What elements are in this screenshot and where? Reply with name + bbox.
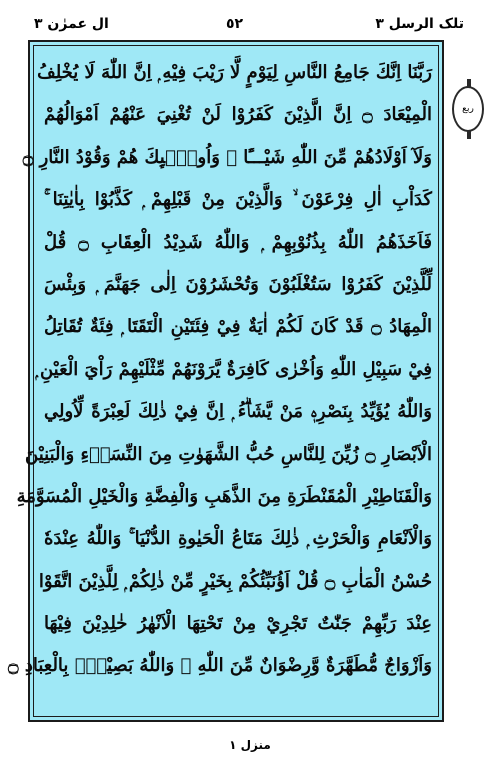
text-line-12: وَالْاَنْعَامِ وَالْحَرْثِ ۭ ذٰلِكَ مَتَاعُ الْحَيٰوةِ الدُّنْيَا ۚ وَاللّٰهُ عِنْدَهٗ [44,528,432,550]
text-line-2: الْمِيْعَادَ ۝ اِنَّ الَّذِيْنَ كَفَرُوْا لَنْ تُغْنِيَ عَنْھُمْ اَمْوَالُھُمْ [44,104,432,126]
page-number: ٥٢ [226,16,244,32]
text-line-3: وَلَآ اَوْلَادُھُمْ مِّنَ اللّٰهِ شَيْـــًٔا ۭ وَاُولٰۗىِٕكَ ھُمْ وَقُوْدُ النَّارِ ۝ [22,146,432,168]
surah-name: ال عمرٰن ٣ [34,16,109,32]
manzil-footer: منزل ۱ [229,738,271,752]
text-line-15: وَاَزْوَاجٌ مُّطَهَّرَةٌ وَّرِضْوَانٌ مِّنَ اللّٰهِ ۭ وَاللّٰهُ بَصِيْرٌۢ بِالْعِبَادِ ۝ [8,655,432,677]
text-line-1: رَبَّنَا اِنَّكَ جَامِعُ النَّاسِ لِيَوْمٍ لَّا رَيْبَ فِيْهِ ۭ اِنَّ اللّٰهَ لَا يُخْلِفُ [37,62,432,83]
text-lines [8,52,432,688]
text-line-6: لِّلَّذِيْنَ كَفَرُوْا سَتُغْلَبُوْنَ وَتُحْشَرُوْنَ اِلٰى جَهَنَّمَ ۭ وَبِئْسَ [44,273,432,295]
text-line-14: عِنْدَ رَبِّهِمْ جَنّٰتٌ تَجْرِيْ مِنْ تَحْتِهَا الْاَنْهٰرُ خٰلِدِيْنَ فِيْهَا [44,613,432,635]
page-header [0,0,500,40]
text-line-13: حُسْنُ الْمَاٰبِ ۝ قُلْ اَؤُنَبِّئُكُمْ بِخَيْرٍ مِّنْ ذٰلِكُمْ ۭ لِلَّذِيْنَ اتَّقَوْا [38,570,432,592]
text-line-8: فِيْ سَبِيْلِ اللّٰهِ وَاُخْرٰى كَافِرَةٌ يَّرَوْنَھُمْ مِّثْلَيْهِمْ رَاْيَ الْعَيْنِ ۭ [35,358,432,380]
juz-name: تلک الرسل ٣ [375,16,464,32]
text-line-9: وَاللّٰهُ يُؤَيِّدُ بِنَصْرِهٖ مَنْ يَّشَاۗءُ ۭ اِنَّ فِيْ ذٰلِكَ لَعِبْرَةً لِّاُولِي [44,401,432,423]
text-line-11: وَالْقَنَاطِيْرِ الْمُقَنْطَرَةِ مِنَ الذَّھَبِ وَالْفِضَّةِ وَالْخَيْلِ الْمُسَوَّمَةِ [16,485,432,507]
rub-marker-text: ربع [462,104,474,114]
rub-marker [452,86,484,132]
text-frame [8,40,444,722]
text-line-10: الْاَبْصَارِ ۝ زُيِّنَ لِلنَّاسِ حُبُّ الشَّهَوٰتِ مِنَ النِّسَاۗءِ وَالْبَنِيْنَ [25,443,432,465]
text-line-4: كَدَاْبِ اٰلِ فِرْعَوْنَ ۙ وَالَّذِيْنَ مِنْ قَبْلِهِمْ ۭ كَذَّبُوْا بِاٰيٰتِنَا ۚ [44,189,432,211]
text-line-7: الْمِهَادُ ۝ قَدْ كَانَ لَكُمْ اٰيَةٌ فِيْ فِئَتَيْنِ الْتَقَتَا ۭ فِئَةٌ تُقَاتِلُ [44,316,432,338]
text-line-5: فَاَخَذَھُمُ اللّٰهُ بِذُنُوْبِهِمْ ۭ وَاللّٰهُ شَدِيْدُ الْعِقَابِ ۝ قُلْ [44,231,432,253]
